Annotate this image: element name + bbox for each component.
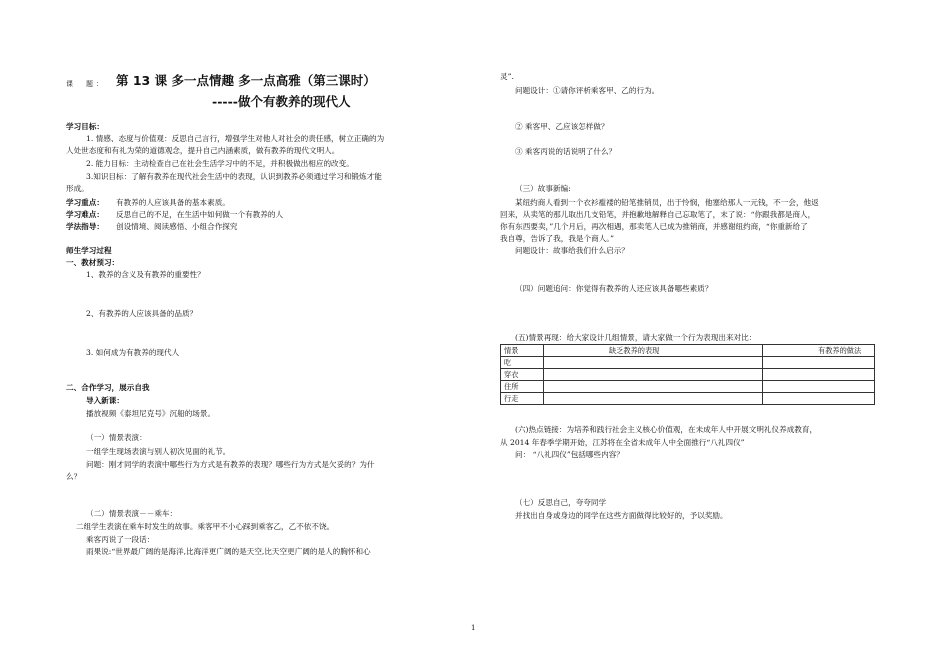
scenario-heading: (五)情景再现：给大家设计几组情景，请大家做一个行为表现出来对比： xyxy=(515,333,757,342)
scene-2-passenger-c: 乘客丙说了一段话： xyxy=(86,535,155,544)
table-cell[interactable] xyxy=(763,393,875,405)
scene-2-desc: 二组学生表演在乘车时发生的故事。乘客甲不小心踩到乘客乙，乙不依不饶。 xyxy=(76,522,335,531)
section-2-heading: 二、合作学习，展示自我 xyxy=(66,383,150,392)
scene-2-quote: 雨果说:“世界最广阔的是海洋,比海洋更广阔的是天空,比天空更广阔的是人的胸怀和心 xyxy=(86,547,371,556)
follow-up-question: （四）问题追问：你觉得有教养的人还应该具备哪些素质？ xyxy=(515,284,713,293)
table-header-row xyxy=(501,345,875,357)
process-heading: 师生学习过程 xyxy=(66,246,112,255)
story-line-3: 你有东西要卖，”几个月后，再次相遇，那卖笔人已成为推销商，并感谢纽约商，“你重新给了 xyxy=(500,222,808,231)
table-cell[interactable] xyxy=(763,381,875,393)
goal-3b: 形成。 xyxy=(66,184,89,193)
table-cell: 住所 xyxy=(501,381,544,393)
section-1-heading: 一、教材预习： xyxy=(66,258,120,267)
scene-2-title: （二）情景表演－－乘车： xyxy=(86,509,178,518)
hotspot-line-2: 从 2014 年春季学期开始，江苏将在全省未成年人中全面推行“八礼四仪” xyxy=(500,438,745,447)
scene-1-question-cont: 么？ xyxy=(66,472,82,481)
table-header-cell: 有教养的做法 xyxy=(763,345,875,357)
question-design-3: ③ 乘客丙说的话说明了什么？ xyxy=(515,147,617,156)
table-cell[interactable] xyxy=(544,357,763,369)
behavior-table xyxy=(500,344,875,405)
goal-1a: 1. 情感、态度与价值观：反思自己言行，增强学生对他人对社会的责任感，树立正确的为 xyxy=(86,134,385,143)
table-cell[interactable] xyxy=(544,369,763,381)
key-point-label: 学习重点： xyxy=(66,198,104,207)
key-point-text: 有教养的人应该具备的基本素质。 xyxy=(116,198,230,207)
table-header-cell: 情景 xyxy=(501,345,544,357)
topic-label: 课 题： xyxy=(66,80,106,88)
story-line-1: 某纽约商人看到一个衣衫褴褛的铅笔推销员，出于怜悯，他塞给那人一元钱，不一会，他返 xyxy=(515,198,819,207)
table-cell[interactable] xyxy=(544,381,763,393)
quote-continuation: 灵”. xyxy=(500,72,514,81)
table-cell[interactable] xyxy=(544,393,763,405)
goal-3a: 3.知识目标：了解有教养在现代社会生活中的表现，认识到教养必须通过学习和锻炼才能 xyxy=(86,172,382,181)
method-label: 学法指导： xyxy=(66,222,104,231)
story-title: （三）故事新编: xyxy=(515,184,571,193)
story-line-2: 回来，从卖笔的那儿取出几支铅笔，并抱歉地解释自己忘取笔了，末了说：“你跟我都是商人， xyxy=(500,210,816,219)
story-line-4: 我自尊，告诉了我，我是个商人。” xyxy=(500,234,614,243)
intro-label: 导入新课： xyxy=(86,396,124,405)
table-row xyxy=(501,357,875,369)
hotspot-question: 问： “八礼四仪”包括哪些内容？ xyxy=(515,450,624,459)
scene-1-question: 问题：刚才同学的表演中哪些行为方式是有教养的表现？哪些行为方式是欠妥的？为什 xyxy=(86,460,375,469)
reflection-title: （七）反思自己，夸夸同学 xyxy=(515,498,607,507)
lesson-title: 第 13 课 多一点情趣 多一点高雅（第三课时） xyxy=(116,73,376,88)
difficulty-label: 学习难点： xyxy=(66,210,104,219)
story-question: 问题设计：故事给我们什么启示？ xyxy=(515,246,629,255)
intro-text: 播放视频《泰坦尼克号》沉船的场景。 xyxy=(86,409,216,418)
difficulty-text: 反思自己的不足，在生活中如何做一个有教养的人 xyxy=(116,210,284,219)
page-number: 1 xyxy=(471,624,476,632)
table-cell: 吃 xyxy=(501,357,544,369)
scene-1-desc: 一组学生现场表演与别人初次见面的礼节。 xyxy=(86,447,231,456)
goal-1b: 人处世态度和有礼为荣的道德观念，提升自己内涵素质，做有教养的现代文明人。 xyxy=(66,146,340,155)
goals-heading: 学习目标： xyxy=(66,122,104,131)
table-cell: 穿衣 xyxy=(501,369,544,381)
hotspot-line-1: (六)热点链接：为培养和践行社会主义核心价值观，在未成年人中开展文明礼仪养成教育， xyxy=(515,425,818,434)
preview-question-3: 3. 如何成为有教养的现代人 xyxy=(86,348,180,357)
scene-1-title: （一）情景表演： xyxy=(86,433,147,442)
question-design-2: ② 乘客甲、乙应该怎样做？ xyxy=(515,122,609,131)
lesson-subtitle: -----做个有教养的现代人 xyxy=(212,94,351,109)
table-cell: 行走 xyxy=(501,393,544,405)
goal-2: 2. 能力目标：主动检查自己在社会生活学习中的不足，并积极做出相应的改变。 xyxy=(86,159,354,168)
table-row xyxy=(501,381,875,393)
table-cell[interactable] xyxy=(763,369,875,381)
table-cell[interactable] xyxy=(763,357,875,369)
method-text: 创设情境、阅读感悟、小组合作探究 xyxy=(116,222,238,231)
reflection-text: 并找出自身或身边的同学在这些方面做得比较好的，予以奖励。 xyxy=(515,511,728,520)
preview-question-2: 2、有教养的人应该具备的品质？ xyxy=(86,309,198,318)
table-row xyxy=(501,393,875,405)
preview-question-1: 1、教养的含义及有教养的重要性？ xyxy=(86,270,205,279)
table-header-cell: 缺乏教养的表现 xyxy=(544,345,763,357)
question-design-1: 问题设计：①请你评析乘客甲、乙的行为。 xyxy=(515,86,660,95)
table-row xyxy=(501,369,875,381)
